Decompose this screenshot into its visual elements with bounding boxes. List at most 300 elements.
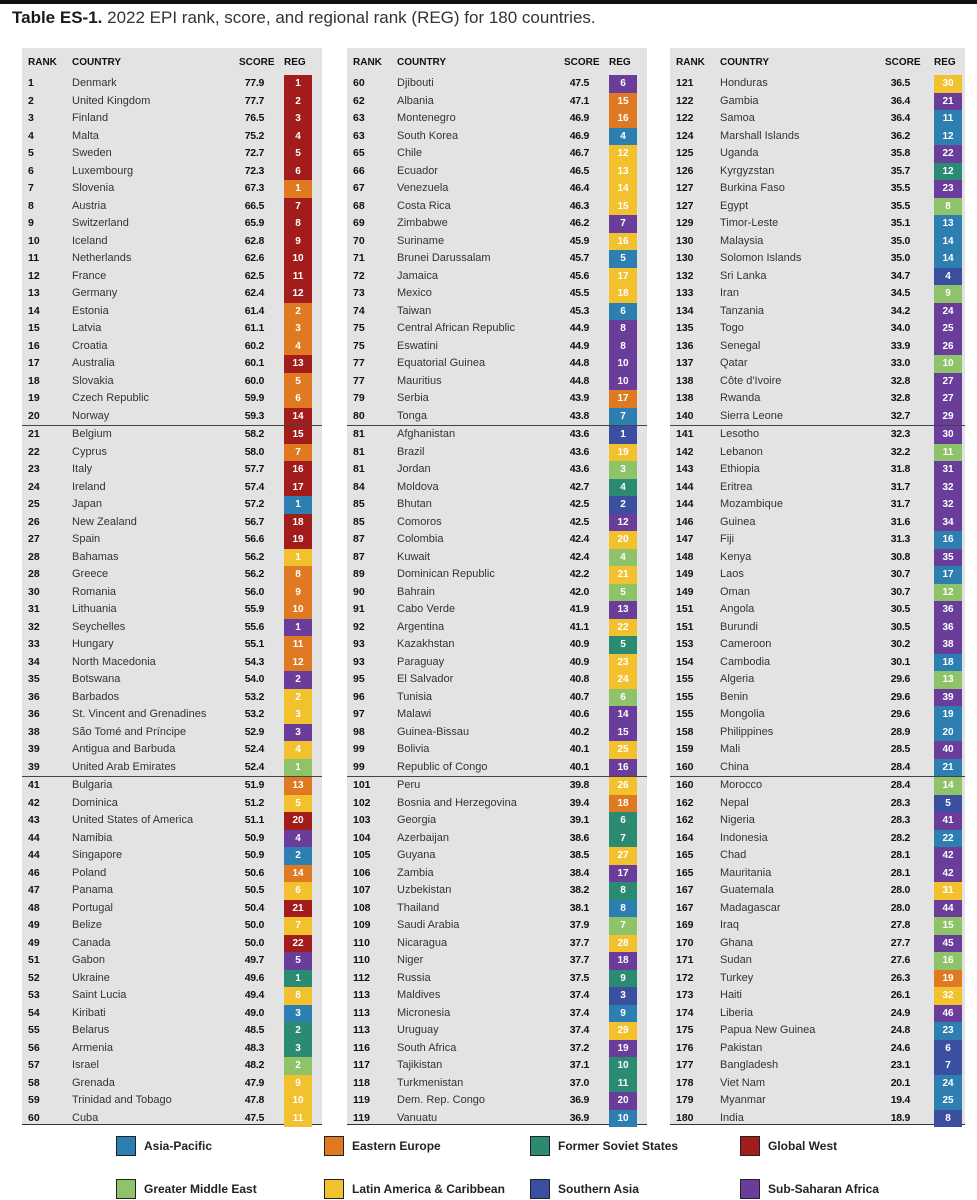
country-cell: Kenya [720, 550, 752, 563]
table-row [670, 215, 965, 233]
table-row [22, 741, 322, 759]
score-cell: 37.5 [569, 971, 589, 984]
rank-cell: 14 [28, 304, 40, 317]
rank-cell: 81 [353, 445, 365, 458]
reg-badge: 5 [609, 250, 637, 268]
country-cell: São Tomé and Príncipe [72, 725, 187, 738]
legend-label: Greater Middle East [144, 1182, 257, 1196]
country-cell: Sri Lanka [720, 269, 767, 282]
country-cell: Peru [397, 779, 421, 791]
score-cell: 77.9 [244, 77, 264, 89]
reg-badge: 9 [934, 285, 962, 303]
rank-cell: 36 [28, 708, 40, 720]
reg-badge: 8 [934, 1110, 962, 1128]
country-cell: Paraguay [397, 655, 445, 668]
score-cell: 55.6 [244, 620, 264, 633]
score-cell: 43.9 [569, 392, 589, 404]
score-cell: 27.7 [890, 936, 910, 949]
country-cell: Japan [72, 498, 102, 510]
rank-cell: 1 [28, 77, 34, 89]
reg-badge: 19 [609, 1040, 637, 1058]
reg-badge: 14 [609, 706, 637, 724]
country-cell: Benin [720, 690, 749, 703]
table-row [670, 952, 965, 970]
score-cell: 32.3 [890, 428, 910, 440]
rank-cell: 68 [353, 199, 365, 212]
rank-cell: 118 [353, 1076, 370, 1089]
country-cell: Uzbekistan [397, 884, 452, 896]
score-cell: 40.2 [569, 725, 589, 738]
table-row [22, 163, 322, 181]
country-cell: Nigeria [720, 814, 755, 826]
score-cell: 28.0 [890, 884, 910, 896]
reg-badge: 7 [609, 408, 637, 426]
country-header: COUNTRY [72, 57, 122, 68]
rank-cell: 47 [28, 884, 40, 896]
rank-cell: 90 [353, 585, 365, 598]
country-cell: Côte d'Ivoire [720, 374, 782, 387]
table-row [22, 1110, 322, 1128]
country-cell: Honduras [720, 77, 768, 89]
score-cell: 45.6 [569, 269, 589, 282]
table-row [347, 952, 647, 970]
score-cell: 61.4 [244, 304, 264, 317]
country-cell: Romania [72, 585, 117, 598]
country-cell: Brazil [397, 445, 425, 458]
rank-cell: 117 [353, 1059, 370, 1071]
reg-badge: 35 [934, 549, 962, 567]
country-cell: Greece [72, 568, 109, 580]
reg-badge: 15 [284, 426, 312, 444]
rank-cell: 44 [28, 849, 40, 861]
rank-cell: 52 [28, 971, 40, 984]
score-cell: 27.8 [890, 919, 910, 931]
legend-swatch [530, 1179, 550, 1199]
rank-cell: 31 [28, 603, 40, 615]
score-cell: 58.0 [244, 445, 264, 458]
country-cell: North Macedonia [72, 655, 156, 668]
score-cell: 30.5 [890, 603, 910, 615]
table-row [670, 706, 965, 724]
reg-badge: 6 [609, 75, 637, 93]
table-row [347, 75, 647, 93]
score-cell: 27.6 [890, 954, 910, 966]
table-row [22, 479, 322, 497]
rank-cell: 93 [353, 655, 365, 668]
score-cell: 40.6 [569, 708, 589, 720]
rank-cell: 147 [676, 533, 694, 545]
score-cell: 53.2 [244, 708, 264, 720]
rank-cell: 39 [28, 743, 40, 755]
table-row [347, 601, 647, 619]
rank-cell: 84 [353, 480, 365, 493]
table-row [347, 1022, 647, 1040]
table-row [347, 671, 647, 689]
reg-badge: 8 [609, 882, 637, 900]
country-cell: Ukraine [72, 971, 110, 984]
rank-cell: 58 [28, 1076, 40, 1089]
table-row [670, 1075, 965, 1093]
reg-badge: 13 [934, 671, 962, 689]
reg-badge: 1 [284, 180, 312, 198]
table-row [347, 1040, 647, 1058]
country-cell: Tanzania [720, 304, 765, 317]
reg-badge: 18 [284, 514, 312, 532]
table-row [347, 268, 647, 286]
table-row [670, 268, 965, 286]
table-row [670, 865, 965, 883]
country-cell: Uruguay [397, 1024, 439, 1036]
country-cell: Madagascar [720, 901, 781, 914]
rank-cell: 113 [353, 1024, 370, 1036]
rank-cell: 97 [353, 708, 365, 720]
rank-cell: 38 [28, 725, 40, 738]
score-cell: 36.9 [569, 1111, 589, 1124]
reg-badge: 5 [284, 145, 312, 163]
rank-cell: 113 [353, 989, 370, 1001]
table-row [22, 566, 322, 584]
rank-cell: 135 [676, 322, 694, 334]
table-row [670, 1057, 965, 1075]
table-row [22, 285, 322, 303]
reg-badge: 12 [934, 584, 962, 602]
score-cell: 38.4 [569, 866, 589, 879]
score-cell: 56.6 [244, 533, 264, 545]
rank-cell: 151 [676, 603, 694, 615]
score-cell: 72.7 [244, 147, 264, 159]
legend-label: Eastern Europe [352, 1139, 441, 1153]
legend-label: Asia-Pacific [144, 1139, 213, 1153]
reg-badge: 16 [609, 233, 637, 251]
rank-cell: 62 [353, 94, 365, 107]
country-cell: Namibia [72, 831, 113, 844]
score-cell: 65.9 [244, 217, 264, 229]
reg-badge: 5 [934, 795, 962, 813]
reg-badge: 15 [609, 724, 637, 742]
table-row [670, 1040, 965, 1058]
reg-badge: 24 [934, 1075, 962, 1093]
score-cell: 28.3 [890, 814, 910, 826]
country-cell: Estonia [72, 304, 109, 317]
reg-badge: 34 [934, 514, 962, 532]
table-row [22, 970, 322, 988]
table-row [22, 549, 322, 567]
table-row [347, 1092, 647, 1110]
reg-header: REG [934, 57, 956, 68]
country-cell: Serbia [397, 392, 429, 404]
reg-badge: 19 [934, 970, 962, 988]
score-cell: 43.8 [569, 409, 589, 422]
table-row [22, 654, 322, 672]
rank-cell: 127 [676, 199, 694, 212]
country-cell: Afghanistan [397, 428, 456, 440]
column-header [22, 48, 322, 74]
country-cell: Senegal [720, 339, 761, 352]
table-row [22, 233, 322, 251]
reg-badge: 17 [609, 268, 637, 286]
score-cell: 28.0 [890, 901, 910, 914]
table-title-label: Table ES-1. [12, 8, 103, 27]
score-cell: 44.9 [569, 322, 589, 334]
table-row [670, 233, 965, 251]
reg-badge: 1 [284, 759, 312, 777]
table-row [22, 531, 322, 549]
reg-badge: 27 [609, 847, 637, 865]
reg-badge: 15 [609, 198, 637, 216]
rank-cell: 60 [353, 77, 365, 89]
reg-badge: 13 [609, 163, 637, 181]
rank-cell: 11 [28, 252, 40, 264]
reg-badge: 10 [609, 1110, 637, 1128]
rank-cell: 102 [353, 796, 371, 809]
table-row [22, 865, 322, 883]
rank-cell: 28 [28, 550, 40, 563]
score-cell: 24.9 [890, 1006, 910, 1019]
reg-badge: 4 [934, 268, 962, 286]
reg-badge: 7 [609, 830, 637, 848]
table-row [670, 461, 965, 479]
reg-badge: 17 [284, 479, 312, 497]
rank-cell: 142 [676, 445, 694, 458]
reg-badge: 10 [609, 1057, 637, 1075]
country-cell: Burundi [720, 620, 758, 633]
rank-cell: 149 [676, 585, 694, 598]
reg-badge: 27 [934, 373, 962, 391]
table-row [22, 882, 322, 900]
score-cell: 29.6 [890, 708, 910, 720]
reg-badge: 8 [284, 566, 312, 584]
rank-cell: 122 [676, 94, 694, 107]
table-row [22, 303, 322, 321]
rank-cell: 167 [676, 901, 694, 914]
country-cell: Kyrgyzstan [720, 164, 775, 177]
reg-badge: 6 [609, 812, 637, 830]
table-row [670, 917, 965, 935]
table-row [22, 812, 322, 830]
table-row [347, 425, 647, 444]
score-cell: 28.1 [890, 849, 910, 861]
reg-badge: 26 [609, 777, 637, 795]
country-cell: Botswana [72, 673, 121, 685]
country-cell: El Salvador [397, 673, 454, 685]
country-cell: Israel [72, 1059, 99, 1071]
score-cell: 50.9 [244, 831, 264, 844]
reg-badge: 36 [934, 601, 962, 619]
country-cell: Germany [72, 287, 118, 299]
reg-badge: 24 [934, 303, 962, 321]
rank-cell: 81 [353, 463, 365, 475]
rank-cell: 41 [28, 779, 40, 791]
rank-cell: 99 [353, 743, 365, 755]
table-row [670, 145, 965, 163]
table-row [347, 619, 647, 637]
rank-cell: 160 [676, 779, 694, 791]
country-cell: Dominican Republic [397, 568, 495, 580]
table-row [347, 198, 647, 216]
score-cell: 38.1 [569, 901, 589, 914]
table-row [347, 549, 647, 567]
table-row [347, 128, 647, 146]
score-cell: 38.6 [569, 831, 589, 844]
reg-badge: 12 [609, 514, 637, 532]
reg-badge: 4 [609, 549, 637, 567]
reg-badge: 31 [934, 882, 962, 900]
reg-badge: 23 [934, 1022, 962, 1040]
score-cell: 30.7 [890, 585, 910, 598]
country-cell: Tunisia [397, 690, 433, 703]
legend-swatch [324, 1136, 344, 1156]
score-cell: 34.5 [890, 287, 910, 299]
reg-badge: 3 [284, 706, 312, 724]
rank-cell: 5 [28, 147, 34, 159]
table-row [670, 882, 965, 900]
reg-badge: 29 [934, 408, 962, 426]
rank-cell: 46 [28, 866, 40, 879]
reg-badge: 19 [284, 531, 312, 549]
reg-badge: 30 [934, 426, 962, 444]
reg-badge: 39 [934, 689, 962, 707]
score-cell: 32.2 [890, 445, 910, 458]
rank-cell: 16 [28, 339, 40, 352]
table-row [347, 93, 647, 111]
rank-cell: 155 [676, 690, 694, 703]
rank-cell: 165 [676, 866, 694, 879]
table-row [347, 724, 647, 742]
country-cell: Bosnia and Herzegovina [397, 796, 517, 809]
score-cell: 31.8 [890, 463, 910, 475]
table-row [22, 584, 322, 602]
table-row [670, 584, 965, 602]
country-cell: Papua New Guinea [720, 1024, 816, 1036]
country-cell: Belgium [72, 428, 112, 440]
reg-badge: 30 [934, 75, 962, 93]
reg-badge: 19 [934, 706, 962, 724]
country-cell: Bahrain [397, 585, 435, 598]
country-cell: Kiribati [72, 1006, 106, 1019]
score-cell: 51.2 [244, 796, 264, 809]
reg-badge: 2 [284, 1057, 312, 1075]
table-row [670, 110, 965, 128]
country-cell: Zimbabwe [397, 217, 448, 229]
table-row [347, 776, 647, 795]
reg-badge: 6 [284, 163, 312, 181]
score-cell: 40.1 [569, 743, 589, 755]
rank-cell: 34 [28, 655, 40, 668]
table-row [670, 373, 965, 391]
table-row [670, 408, 965, 426]
rank-cell: 171 [676, 954, 694, 966]
reg-badge: 6 [609, 303, 637, 321]
table-row [22, 408, 322, 426]
table-row [22, 724, 322, 742]
table-row [347, 935, 647, 953]
reg-badge: 32 [934, 987, 962, 1005]
country-cell: Indonesia [720, 831, 768, 844]
table-row [22, 75, 322, 93]
rank-cell: 130 [676, 252, 694, 264]
rank-cell: 32 [28, 620, 40, 633]
rank-cell: 24 [28, 480, 40, 493]
score-cell: 49.7 [244, 954, 264, 966]
rank-cell: 8 [28, 199, 34, 212]
rank-cell: 56 [28, 1041, 40, 1054]
rank-cell: 22 [28, 445, 40, 458]
table-row [22, 355, 322, 373]
reg-badge: 7 [609, 917, 637, 935]
table-row [347, 636, 647, 654]
score-cell: 56.2 [244, 568, 264, 580]
country-cell: Viet Nam [720, 1076, 766, 1089]
score-cell: 29.6 [890, 673, 910, 685]
table-row [670, 724, 965, 742]
reg-badge: 4 [284, 128, 312, 146]
score-cell: 30.2 [890, 638, 910, 650]
country-cell: Costa Rica [397, 199, 451, 212]
table-row [347, 917, 647, 935]
country-cell: United States of America [72, 814, 194, 826]
table-row [22, 461, 322, 479]
rank-cell: 162 [676, 796, 694, 809]
score-cell: 62.5 [244, 269, 264, 282]
score-cell: 24.8 [890, 1024, 910, 1036]
score-cell: 42.0 [569, 585, 589, 598]
country-cell: Chad [720, 849, 747, 861]
reg-badge: 32 [934, 496, 962, 514]
score-cell: 77.7 [244, 94, 264, 107]
rank-cell: 39 [28, 760, 40, 773]
reg-badge: 18 [609, 285, 637, 303]
rank-cell: 44 [28, 831, 40, 844]
table-row [22, 1057, 322, 1075]
rank-cell: 13 [28, 287, 40, 299]
table-row [347, 285, 647, 303]
reg-badge: 14 [284, 408, 312, 426]
country-cell: Azerbaijan [397, 831, 449, 844]
score-cell: 35.5 [890, 182, 910, 194]
country-cell: Myanmar [720, 1094, 766, 1106]
rank-cell: 172 [676, 971, 694, 984]
rank-cell: 98 [353, 725, 365, 738]
score-cell: 48.5 [244, 1024, 264, 1036]
rank-cell: 7 [28, 182, 34, 194]
country-cell: Kazakhstan [397, 638, 455, 650]
reg-badge: 4 [284, 741, 312, 759]
table-row [347, 1005, 647, 1023]
country-cell: Croatia [72, 339, 108, 352]
reg-badge: 42 [934, 847, 962, 865]
reg-badge: 17 [934, 566, 962, 584]
rank-cell: 15 [28, 322, 40, 334]
rank-cell: 53 [28, 989, 40, 1001]
table-row [22, 795, 322, 813]
rank-cell: 93 [353, 638, 365, 650]
score-cell: 54.0 [244, 673, 264, 685]
table-row [347, 514, 647, 532]
country-cell: Gambia [720, 94, 759, 107]
country-cell: United Arab Emirates [72, 760, 176, 773]
reg-badge: 13 [609, 601, 637, 619]
rank-cell: 130 [676, 234, 694, 247]
reg-badge: 23 [934, 180, 962, 198]
score-cell: 35.8 [890, 147, 910, 159]
score-cell: 57.2 [244, 498, 264, 510]
score-cell: 46.9 [569, 112, 589, 124]
country-cell: Rwanda [720, 392, 761, 404]
score-cell: 62.8 [244, 234, 264, 247]
reg-badge: 9 [284, 584, 312, 602]
rank-header: RANK [676, 57, 705, 68]
country-cell: Oman [720, 585, 750, 598]
